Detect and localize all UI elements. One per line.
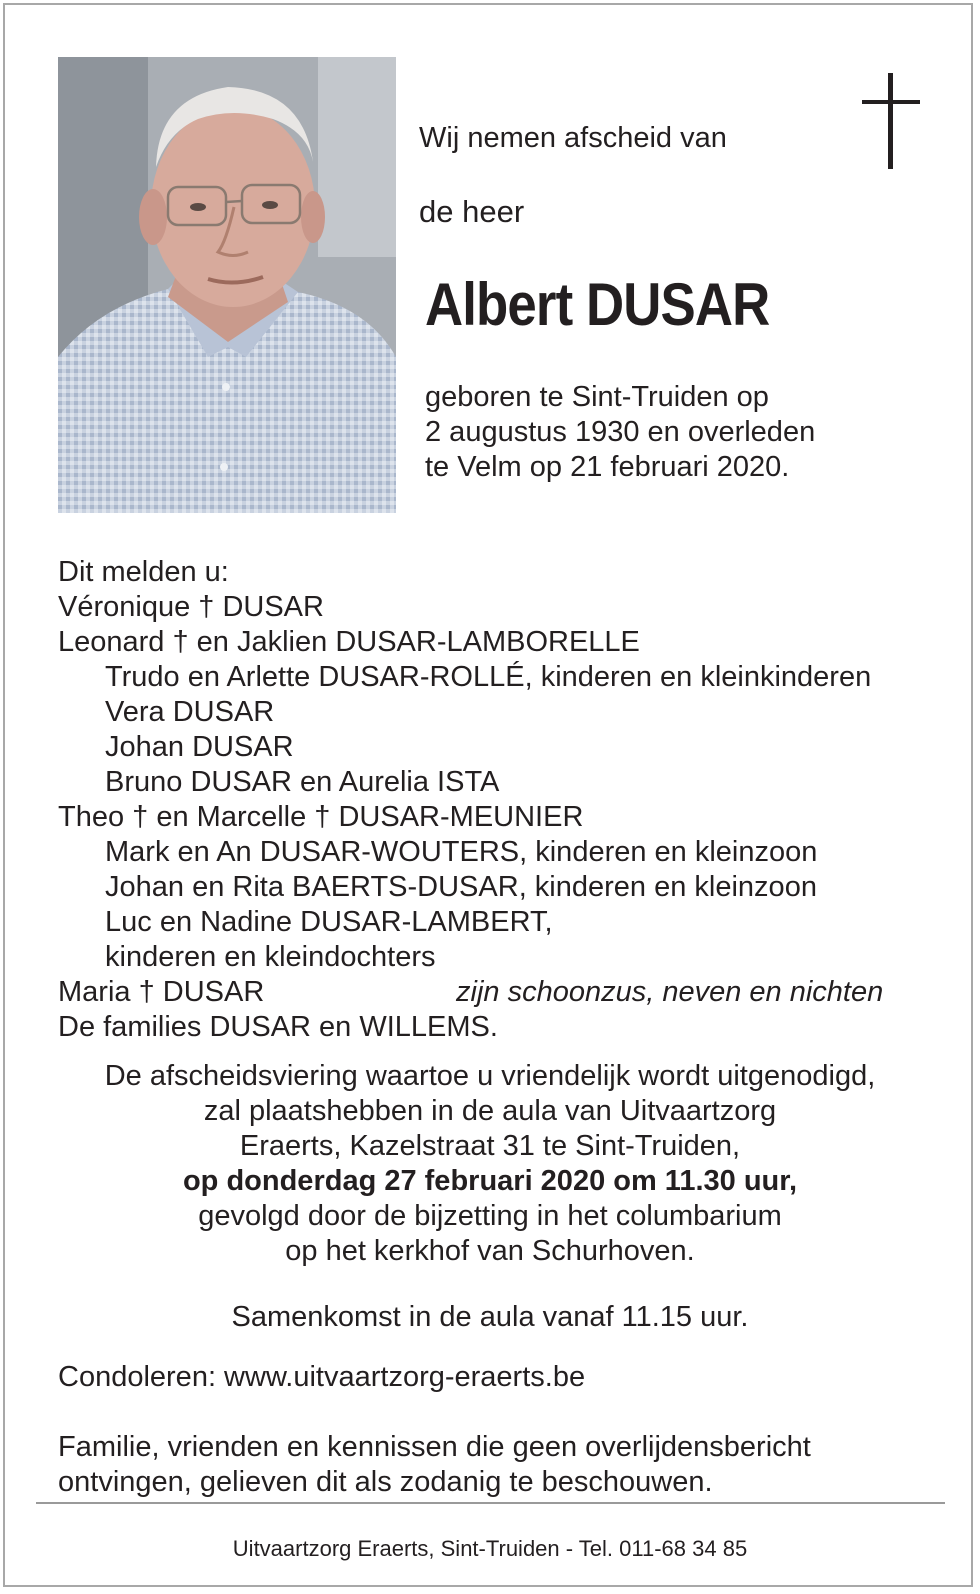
family-row (58, 590, 928, 625)
deceased-name: Albert DUSAR (425, 271, 770, 338)
family-row (58, 660, 928, 695)
family-row-relation: zijn schoonzus, neven en nichten (456, 976, 884, 1008)
intro-text: Wij nemen afscheid van (419, 122, 727, 154)
ceremony-line: zal plaatshebben in de aula van Uitvaartzorg (203, 1095, 777, 1127)
family-row-text: Maria † DUSAR (58, 976, 265, 1008)
family-row (58, 1010, 928, 1045)
condolences-text: Condoleren: www.uitvaartzorg-eraerts.be (58, 1361, 586, 1393)
family-row (58, 695, 928, 730)
family-row-text: Theo † en Marcelle † DUSAR-MEUNIER (58, 801, 584, 833)
family-row (58, 870, 928, 905)
family-row-text: Luc en Nadine DUSAR-LAMBERT, (105, 906, 553, 938)
family-row (58, 730, 928, 765)
ceremony-datetime: op donderdag 27 februari 2020 om 11.30 uur, (182, 1165, 798, 1197)
family-row-text: kinderen en kleindochters (105, 941, 436, 973)
family-row-text: Johan DUSAR (105, 731, 294, 763)
family-row-text: Véronique † DUSAR (58, 591, 324, 623)
footer-divider (36, 1502, 945, 1504)
notice-line: ontvingen, gelieven dit als zodanig te beschouwen. (58, 1466, 713, 1498)
birth-line: te Velm op 21 februari 2020. (425, 451, 790, 483)
portrait-photo (58, 57, 396, 513)
family-row (58, 940, 928, 975)
family-row-text: Leonard † en Jaklien DUSAR-LAMBORELLE (58, 626, 640, 658)
birth-line: 2 augustus 1930 en overleden (425, 416, 816, 448)
family-row (58, 905, 928, 940)
birth-line: geboren te Sint-Truiden op (425, 381, 769, 413)
family-row (58, 835, 928, 870)
family-row (58, 975, 928, 1010)
family-list (58, 555, 928, 1045)
family-row-text: Trudo en Arlette DUSAR-ROLLÉ, kinderen en kleinkinderen (105, 661, 872, 693)
family-row-text: Mark en An DUSAR-WOUTERS, kinderen en kleinzoon (105, 836, 818, 868)
ceremony-line: op het kerkhof van Schurhoven. (285, 1235, 695, 1267)
ceremony-line: gevolgd door de bijzetting in het columbarium (198, 1200, 782, 1232)
ceremony-details (0, 1059, 980, 1269)
family-row (58, 625, 928, 660)
family-row-text: De families DUSAR en WILLEMS. (58, 1011, 498, 1043)
family-row-text: Johan en Rita BAERTS-DUSAR, kinderen en kleinzoon (105, 871, 817, 903)
gathering-text: Samenkomst in de aula vanaf 11.15 uur. (231, 1301, 749, 1333)
ceremony-line: Eraerts, Kazelstraat 31 te Sint-Truiden, (239, 1130, 741, 1162)
family-row (58, 800, 928, 835)
announce-text: Dit melden u: (58, 556, 229, 588)
notice-line: Familie, vrienden en kennissen die geen overlijdensbericht (58, 1431, 811, 1463)
family-row-text: Vera DUSAR (105, 696, 275, 728)
family-row (58, 765, 928, 800)
footer-text: Uitvaartzorg Eraerts, Sint-Truiden - Tel. 011-68 34 85 (232, 1536, 748, 1561)
salutation: de heer (419, 194, 525, 229)
family-row-text: Bruno DUSAR en Aurelia ISTA (105, 766, 500, 798)
ceremony-line: De afscheidsviering waartoe u vriendelijk wordt uitgenodigd, (104, 1060, 876, 1092)
cross-icon (862, 73, 920, 169)
birth-death-details (425, 380, 815, 485)
